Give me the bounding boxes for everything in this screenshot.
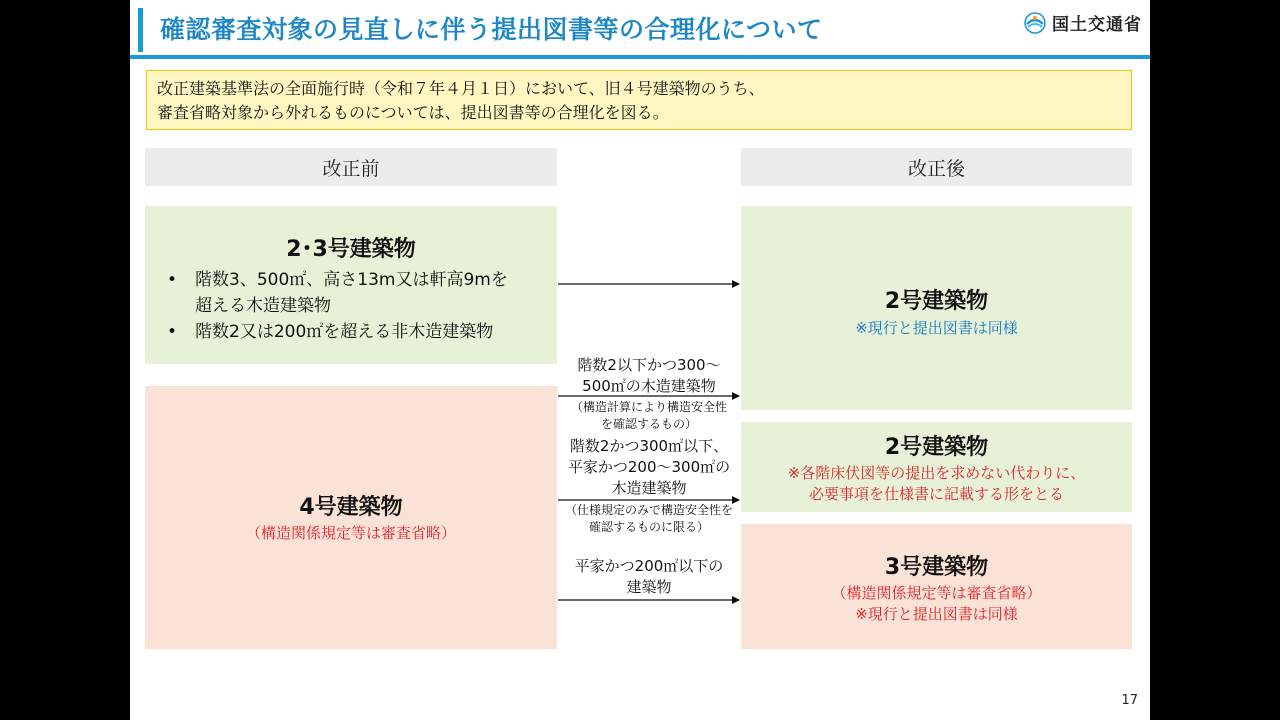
page-title: 確認審査対象の見直しに伴う提出図書等の合理化について — [160, 15, 823, 44]
arrow-label-2: 階数2以下かつ300～ 500㎡の木造建築物 — [577, 356, 721, 395]
arrow-label-3: 階数2かつ300㎡以下、 平家かつ200～300㎡の 木造建築物 — [567, 437, 731, 497]
after-box-2-a-note: ※現行と提出図書は同様 — [855, 319, 1018, 337]
bullet-item: • 階数2又は200㎡を超える非木造建築物 — [155, 319, 547, 345]
summary-line-1: 改正建築基準法の全面施行時（令和７年４月１日）において、旧４号建築物のうち、 — [157, 79, 765, 98]
before-box-2-3-title: 2･3号建築物 — [286, 237, 416, 262]
after-box-3-note-1: （構造関係規定等は審査省略） — [831, 584, 1042, 602]
after-box-3-note-2: ※現行と提出図書は同様 — [855, 605, 1018, 623]
slide — [130, 0, 1150, 720]
after-box-3-title: 3号建築物 — [884, 555, 989, 580]
before-box-4-note: （構造関係規定等は審査省略） — [245, 524, 456, 542]
bullet-item: • 階数3、500㎡、高さ13m又は軒高9mを 超える木造建築物 — [155, 267, 547, 319]
arrow-label-4: 平家かつ200㎡以下の 建築物 — [574, 557, 724, 596]
arrow-sublabel-3: （仕様規定のみで構造安全性を 確認するものに限る） — [564, 503, 733, 534]
ministry-name: 国土交通省 — [1052, 15, 1142, 35]
before-column-header: 改正前 — [145, 148, 557, 186]
after-box-2-b-title: 2号建築物 — [884, 435, 989, 460]
page-number: 17 — [1121, 693, 1138, 708]
after-box-2-b-note-1: ※各階床伏図等の提出を求めない代わりに、 — [787, 464, 1086, 482]
summary-line-2: 審査省略対象から外れるものについては、提出図書等の合理化を図る。 — [157, 103, 669, 122]
arrow-sublabel-2: （構造計算により構造安全性 を確認するもの） — [570, 400, 727, 431]
after-box-2-a-title: 2号建築物 — [884, 289, 989, 314]
before-box-4-title: 4号建築物 — [299, 495, 403, 520]
after-box-2-b-note-2: 必要事項を仕様書に記載する形をとる — [808, 485, 1064, 503]
after-column-header: 改正後 — [741, 148, 1132, 186]
